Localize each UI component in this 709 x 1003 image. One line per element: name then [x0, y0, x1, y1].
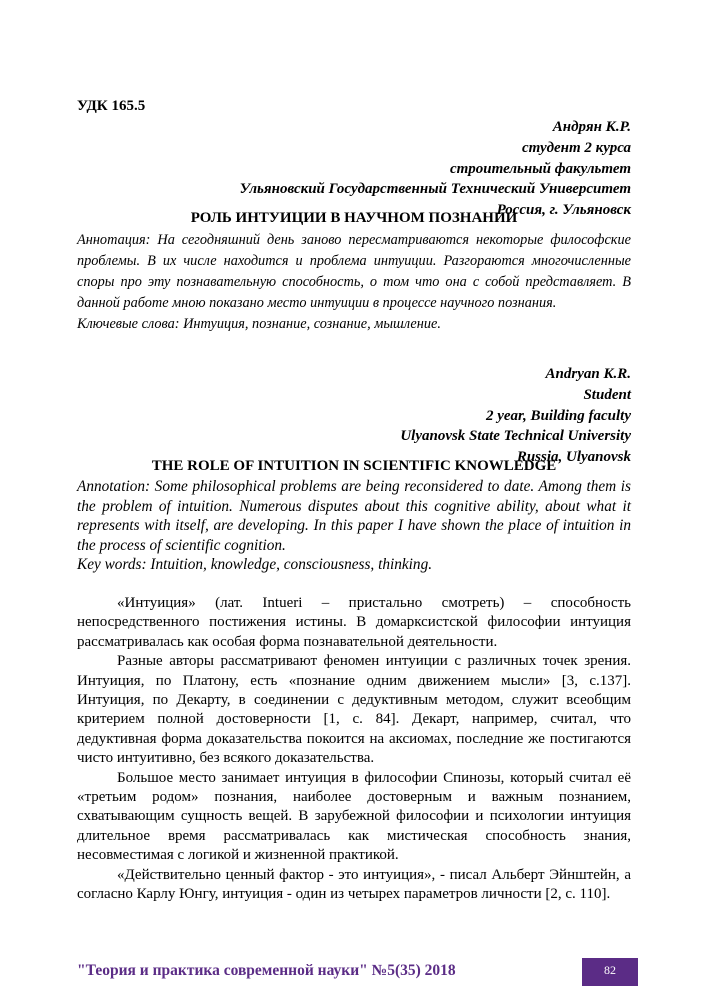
keywords: Ключевые слова: Интуиция, познание, сознание, мышление.	[77, 316, 441, 332]
author-location: Россия, г. Ульяновск	[496, 202, 631, 219]
article-title-en: THE ROLE OF INTUITION IN SCIENTIFIC KNOWLEDGE	[151, 458, 557, 474]
abstract-en	[77, 477, 631, 575]
keywords: Key words: Intuition, knowledge, consciousness, thinking.	[77, 556, 433, 574]
author-info-ru	[240, 117, 631, 221]
author-faculty: 2 year, Building faculty	[485, 407, 631, 424]
body-paragraph: «Интуиция» (лат. Intueri – пристально смотреть) – способность непосредственного постижения истины. В домарксистской философии интуиция рассматривалась как особая форма познавательной деятельности.	[77, 595, 631, 650]
author-university: Ulyanovsk State Technical University	[400, 428, 631, 445]
abstract-ru	[77, 230, 631, 335]
author-info-en	[400, 364, 631, 468]
journal-footer-title: "Теория и практика современной науки" №5(35) 2018	[77, 962, 456, 979]
author-name: Andryan K.R.	[545, 366, 631, 382]
author-location: Russia, Ulyanovsk	[516, 449, 631, 466]
author-university: Ульяновский Государственный Технический Университет	[239, 181, 631, 198]
author-faculty: строительный факультет	[449, 160, 631, 177]
page-number-badge: 82	[582, 958, 638, 986]
body-paragraph: «Действительно ценный фактор - это интуиция», - писал Альберт Эйнштейн, а согласно Карлу Юнгу, интуиция - один из четырех параметров личности [2, с. 110].	[77, 866, 631, 903]
author-name: Андрян К.Р.	[552, 119, 631, 135]
body-paragraph: Разные авторы рассматривают феномен интуиции с различных точек зрения. Интуиция, по Платону, есть «познание одним движением мысли» [3, с.137]. Интуиция, по Декарту, в соединении с дедуктивным методом, служит всеобщим критерием полной достоверности [1, с. 84]. Декарт, например, считал, что дедуктивная форма доказательства покоится на аксиомах, последние же постигаются чисто интуитивно, без всякого доказательства.	[77, 653, 631, 767]
abstract-text: Annotation: Some philosophical problems are being reconsidered to date. Among them is the problem of intuition. Numerous disputes about this cognitive ability, about what it represents with itself, are developing. In this paper I have shown the place of intuition in the process of scientific cognition.	[77, 478, 631, 554]
udk-code: УДК 165.5	[77, 98, 146, 114]
article-title-ru: РОЛЬ ИНТУИЦИИ В НАУЧНОМ ПОЗНАНИИ	[190, 210, 518, 226]
author-position: студент 2 курса	[522, 139, 631, 156]
article-body	[77, 594, 631, 905]
body-paragraph: Большое место занимает интуиция в философии Спинозы, который считал её «третьим родом» познания, наиболее достоверным и важным познанием, схватывающим сущность вещей. В зарубежной философии и психологии интуиция длительное время рассматривалась как мистическая способность знания, несовместимая с логикой и жизненной практикой.	[77, 769, 631, 864]
author-position: Student	[583, 386, 631, 403]
abstract-text: Аннотация: На сегодняшний день заново пересматриваются некоторые философские проблемы. В их числе находится и проблема интуиции. Разгораются многочисленные споры про эту познавательную способность, о том что она с собой представляет. В данной работе мною показано место интуиции в процессе научного познания.	[77, 232, 631, 311]
